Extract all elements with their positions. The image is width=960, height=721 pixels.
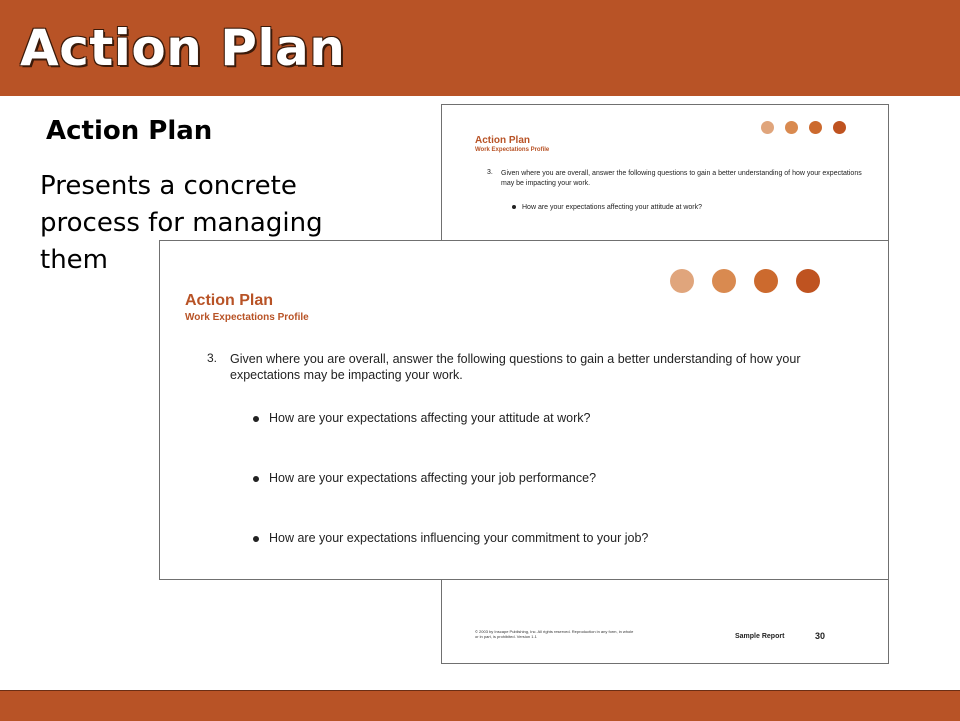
decorative-dot [833,121,846,134]
list-item [253,411,590,425]
bullet-icon [253,416,259,422]
bullet-text: How are your expectations affecting your job performance? [269,471,597,485]
document-title: Action Plan [475,135,531,146]
document-page-zoom [159,240,889,580]
bullet-icon [253,476,259,482]
decorative-dot [809,121,822,134]
decorative-dot [712,269,736,293]
question-number: 3. [207,351,218,365]
slide-subtitle: Action Plan [46,116,213,146]
decorative-dot [761,121,774,134]
decorative-dot [785,121,798,134]
bullet-text: How are your expectations affecting your attitude at work? [269,411,591,425]
footer-label: Sample Report [735,633,785,640]
question-number: 3. [487,169,493,176]
page-number: 30 [815,631,826,641]
list-item [512,204,702,211]
question-text: Given where you are overall, answer the following questions to gain a better understanding of how your expectations may be impacting your work. [230,352,801,382]
bullet-icon [512,205,516,209]
list-item [253,471,596,485]
copyright-notice: © 2003 by Inscape Publishing, Inc. All rights reserved. Reproduction in any form, in whole or in part, is prohibited. Version 1.1 [475,629,634,639]
document-title: Action Plan [185,292,274,309]
bullet-text: How are your expectations influencing your commitment to your job? [269,531,649,545]
slide-title: Action Plan [20,19,346,77]
slide-body-text: Presents a concrete process for managing them [40,171,323,275]
decorative-dot [670,269,694,293]
document-subtitle: Work Expectations Profile [185,312,309,323]
bullet-text: How are your expectations affecting your attitude at work? [522,204,703,211]
footer-bar [0,690,960,721]
bullet-icon [253,536,259,542]
question-text: Given where you are overall, answer the following questions to gain a better understanding of how your expectations may be impacting your work. [501,170,862,187]
document-subtitle: Work Expectations Profile [475,147,550,153]
header-bar [0,0,960,96]
decorative-dot [754,269,778,293]
list-item [253,531,648,545]
decorative-dot [796,269,820,293]
